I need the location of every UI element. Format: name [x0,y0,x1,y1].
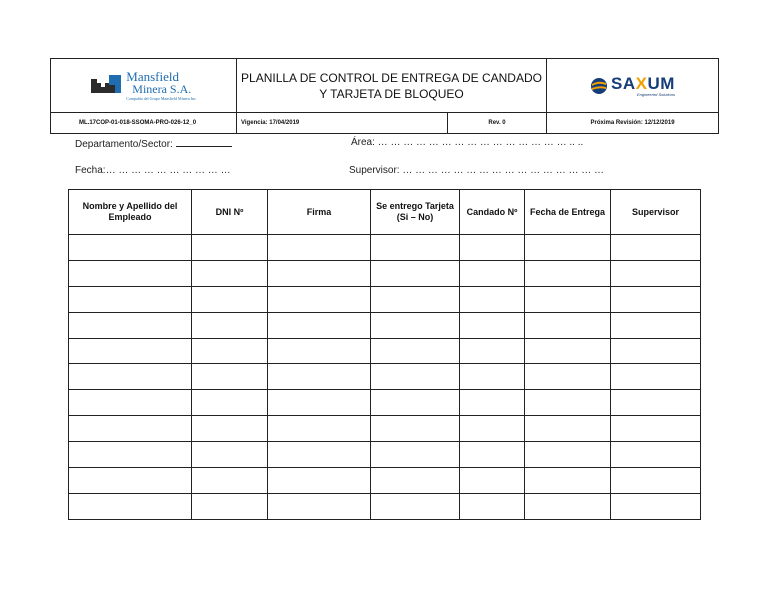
table-cell[interactable] [192,364,268,390]
table-header-row [69,190,701,235]
table-cell[interactable] [69,468,192,494]
document-code: ML.17COP-01-018-SSOMA-PRO-026-12_0 [51,113,237,134]
table-cell[interactable] [69,364,192,390]
table-cell[interactable] [192,260,268,286]
table-cell[interactable] [371,493,460,519]
table-cell[interactable] [371,260,460,286]
table-cell[interactable] [371,338,460,364]
table-cell[interactable] [525,390,611,416]
table-cell[interactable] [192,468,268,494]
table-cell[interactable] [525,416,611,442]
table-row [69,493,701,519]
departamento-field [75,137,232,150]
table-row [69,286,701,312]
partner-tagline: Engineered Solutions [636,91,675,97]
table-cell[interactable] [525,493,611,519]
table-cell[interactable] [371,312,460,338]
table-cell[interactable] [268,390,371,416]
departamento-label: Departamento/Sector: [75,139,173,150]
col-header-supervisor: Supervisor [611,190,701,235]
table-cell[interactable] [460,416,525,442]
table-cell[interactable] [192,338,268,364]
table-cell[interactable] [268,493,371,519]
table-cell[interactable] [525,260,611,286]
table-cell[interactable] [525,235,611,261]
mansfield-logo-icon [90,75,122,97]
table-cell[interactable] [460,338,525,364]
area-field: Área: … … … … … … … … … … … … … … … .. .. [351,137,584,148]
table-cell[interactable] [69,235,192,261]
table-cell[interactable] [371,235,460,261]
table-cell[interactable] [611,312,701,338]
next-revision: Próxima Revisión: 12/12/2019 [547,113,719,134]
table-cell[interactable] [611,364,701,390]
table-cell[interactable] [268,286,371,312]
table-body [69,235,701,520]
table-cell[interactable] [268,468,371,494]
table-cell[interactable] [525,468,611,494]
table-cell[interactable] [192,493,268,519]
col-header-nombre: Nombre y Apellido del Empleado [69,190,192,235]
table-row [69,260,701,286]
table-cell[interactable] [192,390,268,416]
delivery-table [68,189,701,520]
table-cell[interactable] [611,468,701,494]
table-row [69,338,701,364]
saxum-globe-icon [590,77,608,95]
table-cell[interactable] [460,468,525,494]
table-cell[interactable] [460,235,525,261]
table-cell[interactable] [460,312,525,338]
table-cell[interactable] [69,493,192,519]
table-row [69,312,701,338]
document-title: PLANILLA DE CONTROL DE ENTREGA DE CANDADO Y TARJETA DE BLOQUEO [237,59,547,113]
col-header-candado: Candado Nº [460,190,525,235]
table-cell[interactable] [69,338,192,364]
table-cell[interactable] [268,416,371,442]
table-cell[interactable] [611,286,701,312]
table-row [69,468,701,494]
table-row [69,442,701,468]
table-cell[interactable] [525,338,611,364]
col-header-dni: DNI Nº [192,190,268,235]
table-row [69,390,701,416]
table-cell[interactable] [525,286,611,312]
table-cell[interactable] [611,416,701,442]
col-header-fecha: Fecha de Entrega [525,190,611,235]
departamento-input-line[interactable] [176,137,232,147]
table-cell[interactable] [611,442,701,468]
document-header [50,58,719,134]
col-header-tarjeta: Se entrego Tarjeta (Si – No) [371,190,460,235]
partner-logo-cell [547,59,719,113]
table-cell[interactable] [611,260,701,286]
table-row [69,364,701,390]
table-cell[interactable] [268,338,371,364]
table-cell[interactable] [371,390,460,416]
partner-name: SAXUM [611,73,675,93]
col-header-firma: Firma [268,190,371,235]
table-cell[interactable] [192,442,268,468]
table-cell[interactable] [69,442,192,468]
table-cell[interactable] [371,286,460,312]
table-cell[interactable] [192,286,268,312]
table-cell[interactable] [460,442,525,468]
supervisor-field: Supervisor: … … … … … … … … … … … … … … … … [349,165,605,176]
fecha-field: Fecha:… … … … … … … … … … [75,165,231,176]
table-cell[interactable] [525,364,611,390]
table-cell[interactable] [268,260,371,286]
company-logo-cell [51,59,237,113]
table-cell[interactable] [525,312,611,338]
company-tagline: Compañía del Grupo Mansfield Minera Inc. [126,96,197,101]
table-cell[interactable] [69,260,192,286]
table-cell[interactable] [69,390,192,416]
table-cell[interactable] [268,364,371,390]
company-name: Mansfield [126,69,179,84]
revision: Rev. 0 [448,113,547,134]
table-cell[interactable] [371,364,460,390]
table-cell[interactable] [192,416,268,442]
table-cell[interactable] [371,442,460,468]
table-cell[interactable] [525,442,611,468]
table-cell[interactable] [460,260,525,286]
table-cell[interactable] [371,468,460,494]
table-cell[interactable] [268,235,371,261]
table-cell[interactable] [69,286,192,312]
table-cell[interactable] [69,416,192,442]
table-cell[interactable] [192,235,268,261]
table-row [69,416,701,442]
table-cell[interactable] [460,364,525,390]
table-cell[interactable] [611,235,701,261]
table-row [69,235,701,261]
table-cell[interactable] [268,442,371,468]
vigencia: Vigencia: 17/04/2019 [237,113,448,134]
table-cell[interactable] [460,390,525,416]
table-cell[interactable] [460,493,525,519]
table-cell[interactable] [192,312,268,338]
table-cell[interactable] [611,338,701,364]
table-cell[interactable] [611,493,701,519]
company-sub: Minera S.A. [132,82,192,96]
table-cell[interactable] [371,416,460,442]
table-cell[interactable] [611,390,701,416]
table-cell[interactable] [268,312,371,338]
table-cell[interactable] [460,286,525,312]
table-cell[interactable] [69,312,192,338]
